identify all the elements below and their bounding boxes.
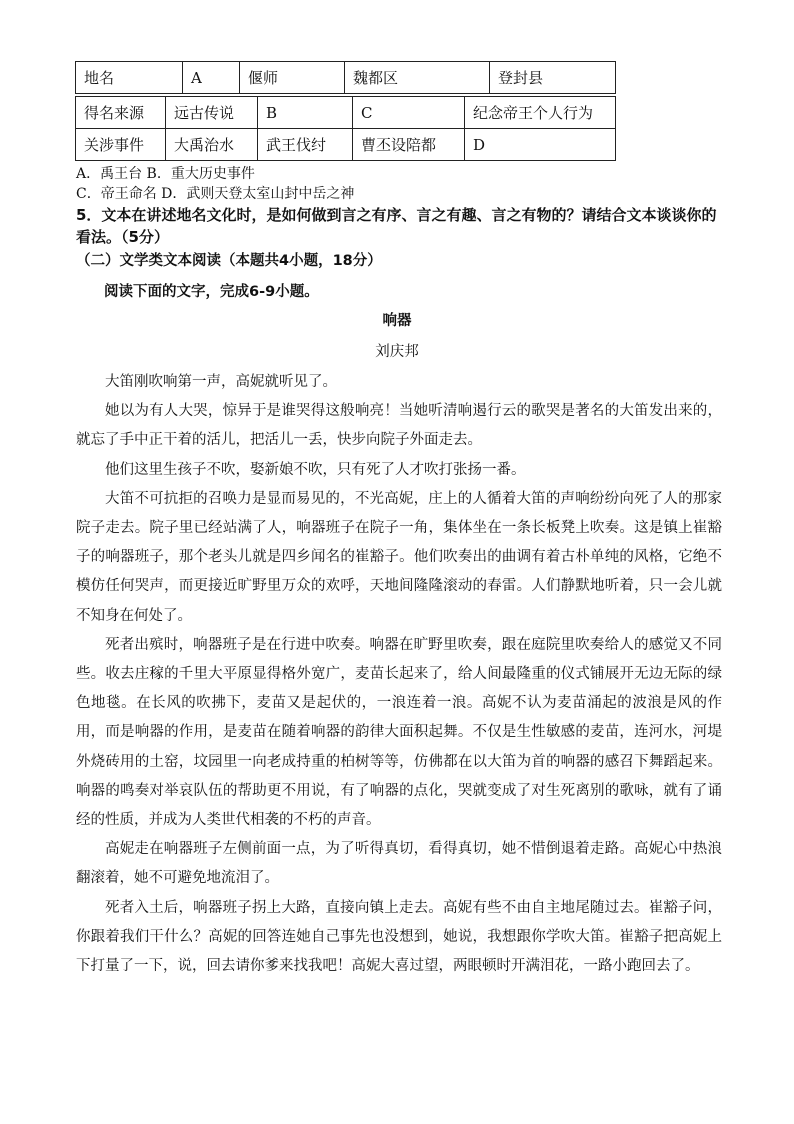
paragraph: 高妮走在响器班子左侧前面一点，为了听得真切，看得真切，她不惜倒退着走路。高妮心中热浪翻滚着，她不可避免地流泪了。 xyxy=(76,841,722,887)
story-title: 响器 xyxy=(382,313,412,329)
place-name-table-row1 xyxy=(75,61,616,94)
table-cell: 关涉事件 xyxy=(76,129,166,161)
table-cell: 远古传说 xyxy=(166,97,258,129)
story-body xyxy=(76,368,722,981)
paragraph: 大笛不可抗拒的召唤力是显而易见的，不光高妮，庄上的人循着大笛的声响纷纷向死了人的那家院子走去。院子里已经站满了人，响器班子在院子一角，集体坐在一条长板凳上吹奏。这是镇上崔豁子的响器班子，那个老头儿就是四乡闻名的崔豁子。他们吹奏出的曲调有着古朴单纯的风格，它绝不模仿任何哭声，而更接近旷野里万众的欢呼，天地间隆隆滚动的春雷。人们静默地听着，只一会儿就不知身在何处了。 xyxy=(76,490,722,624)
table-cell: 武王伐纣 xyxy=(258,129,353,161)
table-cell: C xyxy=(353,97,465,129)
table-cell: 大禹治水 xyxy=(166,129,258,161)
table-cell: D xyxy=(465,129,616,161)
table-cell: 登封县 xyxy=(490,62,616,94)
paragraph: 她以为有人大哭，惊异于是谁哭得这般响亮！当她听清响遏行云的歌哭是著名的大笛发出来的，就忘了手中正干着的活儿，把活儿一丢，快步向院子外面走去。 xyxy=(76,403,722,449)
table-cell: 得名来源 xyxy=(76,97,166,129)
table-cell: A xyxy=(183,62,240,94)
question-5: 5．文本在讲述地名文化时，是如何做到言之有序、言之有趣、言之有物的？请结合文本谈谈你的看法。（5分） xyxy=(76,206,717,246)
story-author: 刘庆邦 xyxy=(375,344,419,360)
table-cell: 魏都区 xyxy=(345,62,490,94)
paragraph: 他们这里生孩子不吹，娶新娘不吹，只有死了人才吹打张扬一番。 xyxy=(105,461,526,478)
option-line-1: A．禹王台 B．重大历史事件 xyxy=(76,166,255,182)
table-cell: B xyxy=(258,97,353,129)
paragraph: 死者入土后，响器班子拐上大路，直接向镇上走去。高妮有些不由自主地尾随过去。崔豁子问，你跟着我们干什么？高妮的回答连她自己事先也没想到，她说，我想跟你学吹大笛。崔豁子把高妮上下打量了一下，说，回去请你爹来找我吧！高妮大喜过望，两眼顿时开满泪花，一路小跑回去了。 xyxy=(76,899,722,975)
paragraph: 大笛刚吹响第一声，高妮就听见了。 xyxy=(105,374,337,390)
option-line-2: C．帝王命名 D．武则天登太室山封中岳之神 xyxy=(76,186,355,202)
reading-instruction: 阅读下面的文字，完成6-9小题。 xyxy=(104,284,319,300)
section-heading: （二）文学类文本阅读（本题共4小题，18分） xyxy=(76,253,382,269)
table-cell: 偃师 xyxy=(240,62,345,94)
table-cell: 地名 xyxy=(76,62,183,94)
place-name-table-rows23 xyxy=(75,96,616,161)
table-cell: 纪念帝王个人行为 xyxy=(465,97,616,129)
paragraph: 死者出殡时，响器班子是在行进中吹奏。响器在旷野里吹奏，跟在庭院里吹奏给人的感觉又不同些。收去庄稼的千里大平原显得格外宽广，麦苗长起来了，给人间最隆重的仪式铺展开无边无际的绿色地毯。在长风的吹拂下，麦苗又是起伏的，一浪连着一浪。高妮不认为麦苗涌起的波浪是风的作用，而是响器的作用，是麦苗在随着响器的韵律大面积起舞。不仅是生性敏感的麦苗，连河水，河堤外烧砖用的土窑，坟园里一向老成持重的柏树等等，仿佛都在以大笛为首的响器的感召下舞蹈起来。响器的鸣奏对举哀队伍的帮助更不用说，有了响器的点化，哭就变成了对生死离别的歌咏，就有了诵经的性质，并成为人类世代相袭的不朽的声音。 xyxy=(76,636,722,829)
table-cell: 曹丕设陪都 xyxy=(353,129,465,161)
